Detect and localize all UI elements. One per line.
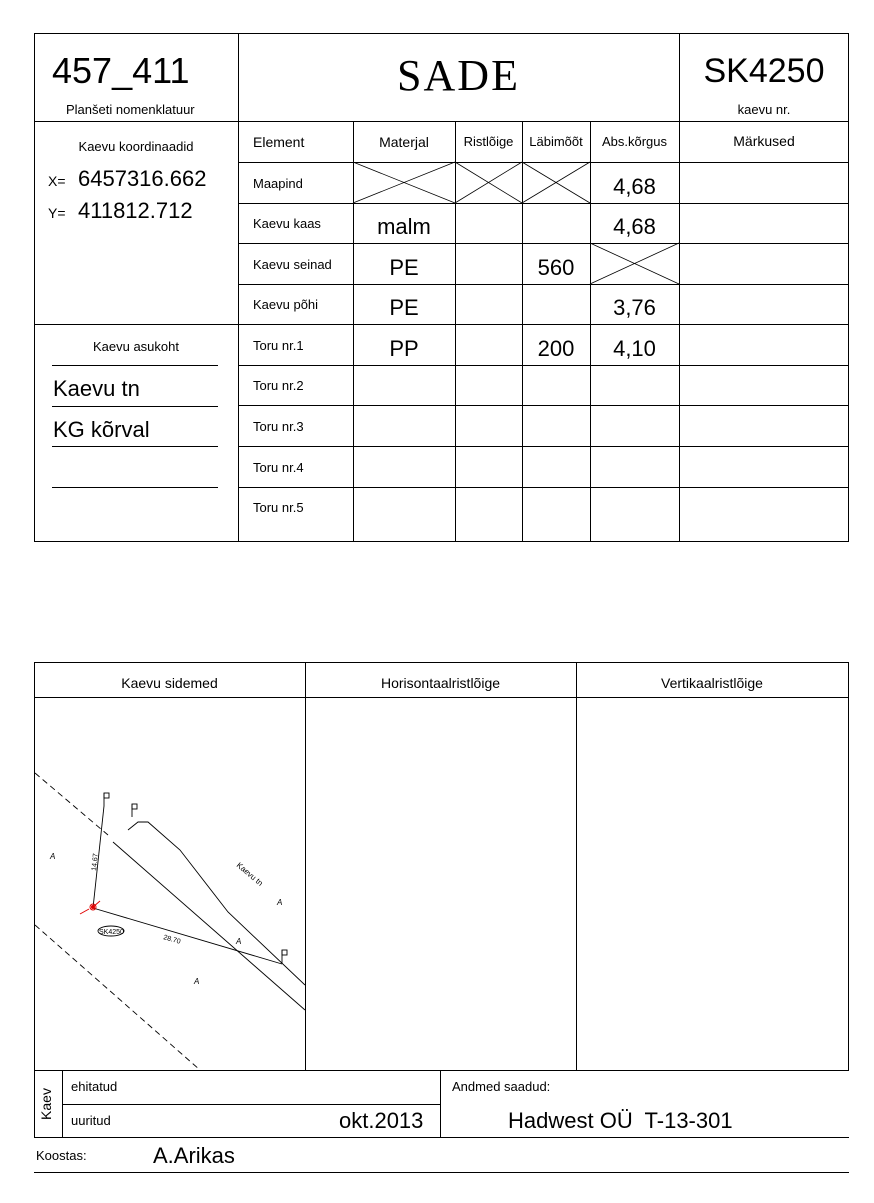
well-number-label: kaevu nr. bbox=[737, 102, 791, 117]
header-element: Element bbox=[253, 134, 305, 150]
map-well-tag: SK4250 bbox=[99, 929, 124, 936]
header-elevation: Abs.kõrgus bbox=[601, 134, 668, 149]
data-from-value: Hadwest OÜ T-13-301 bbox=[508, 1108, 733, 1133]
row-elevation: 3,76 bbox=[613, 295, 656, 320]
location-line-2: KG kõrval bbox=[53, 417, 150, 442]
row-material: PE bbox=[389, 295, 419, 320]
well-number: SK4250 bbox=[703, 52, 825, 90]
map-mark-a3: A bbox=[194, 977, 200, 986]
header-material: Materjal bbox=[379, 134, 429, 150]
map-distance-1: 14.67 bbox=[91, 853, 100, 872]
row-element: Toru nr.3 bbox=[253, 419, 304, 434]
y-label: Y= bbox=[48, 205, 66, 221]
row-elevation: 4,68 bbox=[613, 174, 656, 199]
map-street-label: Kaevu tn bbox=[234, 860, 265, 888]
built-label: ehitatud bbox=[71, 1079, 118, 1094]
row-element: Kaevu kaas bbox=[253, 216, 321, 231]
measured-date: okt.2013 bbox=[339, 1108, 424, 1133]
row-element: Kaevu seinad bbox=[253, 257, 332, 272]
row-material: malm bbox=[377, 214, 431, 239]
coordinates-label: Kaevu koordinaadid bbox=[78, 139, 194, 154]
x-label: X= bbox=[48, 173, 66, 189]
header-notes: Märkused bbox=[733, 133, 795, 149]
author-label: Koostas: bbox=[36, 1148, 87, 1163]
row-element: Toru nr.5 bbox=[253, 500, 304, 515]
map-street-mark: A bbox=[277, 898, 283, 907]
vertical-section-header: Vertikaalristlõige bbox=[661, 675, 763, 691]
measured-label: uuritud bbox=[71, 1113, 111, 1128]
map-mark-a1: A bbox=[50, 852, 56, 861]
row-element: Toru nr.4 bbox=[253, 460, 304, 475]
author-value: A.Arikas bbox=[153, 1143, 235, 1168]
row-element: Toru nr.2 bbox=[253, 378, 304, 393]
row-elevation: 4,68 bbox=[613, 214, 656, 239]
form-title: SADE bbox=[397, 51, 520, 100]
sheet-label: Planšeti nomenklatuur bbox=[66, 102, 195, 117]
location-line-1: Kaevu tn bbox=[53, 376, 140, 401]
row-diameter: 200 bbox=[537, 336, 575, 361]
header-diameter: Läbimõõt bbox=[529, 134, 583, 149]
sheet-number: 457_411 bbox=[52, 50, 190, 91]
ties-header: Kaevu sidemed bbox=[121, 675, 218, 691]
tie-sketch bbox=[35, 698, 305, 1070]
row-material: PE bbox=[389, 255, 419, 280]
y-value: 411812.712 bbox=[78, 198, 193, 223]
map-mark-a2: A bbox=[236, 937, 242, 946]
row-elevation: 4,10 bbox=[613, 336, 656, 361]
x-value: 6457316.662 bbox=[78, 166, 207, 191]
footer-side-label: Kaev bbox=[38, 1088, 54, 1120]
row-element: Toru nr.1 bbox=[253, 338, 304, 353]
header-section: Ristlõige bbox=[463, 134, 514, 149]
map-distance-2: 28.70 bbox=[162, 934, 182, 946]
data-from-label: Andmed saadud: bbox=[452, 1079, 551, 1094]
row-material: PP bbox=[389, 336, 419, 361]
row-element: Kaevu põhi bbox=[253, 297, 319, 312]
row-diameter: 560 bbox=[537, 255, 575, 280]
row-element: Maapind bbox=[253, 176, 303, 191]
horizontal-section-header: Horisontaalristlõige bbox=[380, 675, 501, 691]
location-label: Kaevu asukoht bbox=[92, 339, 179, 354]
